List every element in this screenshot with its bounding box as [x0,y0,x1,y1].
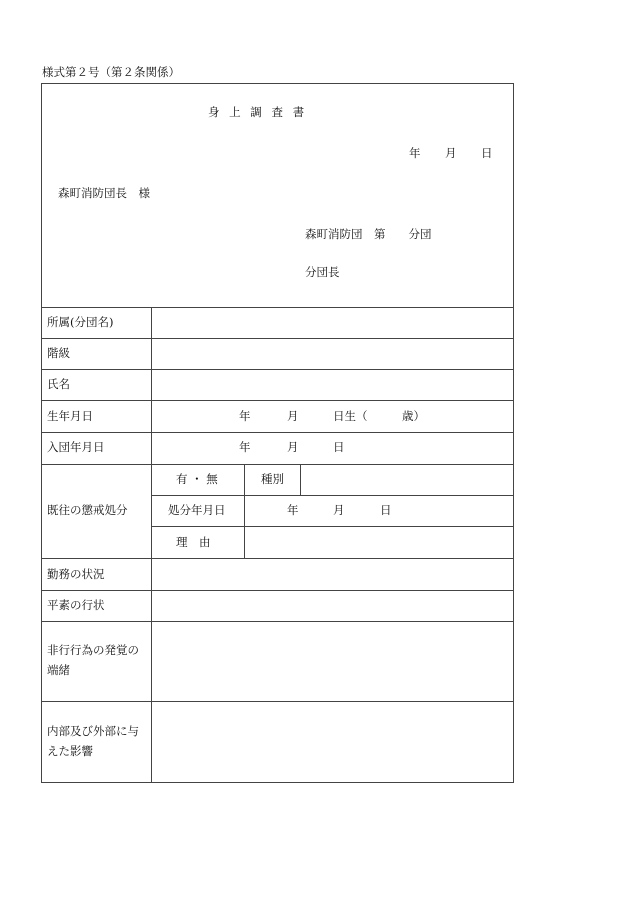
join-date-label: 入団年月日 [47,440,105,454]
date-day-label: 日 [481,146,493,160]
join-date-day: 日 [333,440,345,454]
rank-label: 階級 [47,346,70,360]
row-divider [41,307,514,308]
discipline-type-label: 種別 [261,472,284,486]
form-number: 様式第２号（第２条関係） [42,65,180,79]
birthdate-year: 年 [239,409,251,423]
type-column-divider [300,464,301,496]
discovery-label-line1: 非行行為の発覚の [47,643,139,657]
join-date-month: 月 [287,440,299,454]
join-date-year: 年 [239,440,251,454]
border-left [41,83,42,783]
border-top [41,83,514,84]
row-divider [41,621,514,622]
row-divider [41,590,514,591]
border-bottom [41,782,514,783]
row-divider [41,701,514,702]
affiliation-label: 所属(分団名) [47,315,114,329]
conduct-label: 平素の行状 [47,598,105,612]
impact-label-line1: 内部及び外部に与 [47,724,139,738]
discipline-yes-no: 有 ・ 無 [176,472,218,486]
birthdate-label: 生年月日 [47,409,93,423]
discipline-column-divider [244,464,245,559]
row-divider [151,495,514,496]
row-divider [41,432,514,433]
discovery-label-line2: 端緒 [47,663,70,677]
row-divider [151,526,514,527]
name-label: 氏名 [47,377,70,391]
birthdate-day: 日生（ [333,409,368,423]
birthdate-age: 歳） [402,409,425,423]
discipline-date-month: 月 [333,503,345,517]
discipline-date-label: 処分年月日 [168,503,226,517]
label-column-divider [151,307,152,783]
row-divider [41,400,514,401]
impact-label-line2: えた影響 [47,744,93,758]
row-divider [41,369,514,370]
row-divider [41,338,514,339]
document-title: 身 上 調 査 書 [208,105,308,119]
discipline-date-year: 年 [287,503,299,517]
birthdate-month: 月 [287,409,299,423]
discipline-reason-label: 理 由 [176,535,211,549]
date-year-label: 年 [409,146,421,160]
row-divider [41,464,514,465]
row-divider [41,558,514,559]
sender-org: 森町消防団 第 分団 [305,227,432,241]
addressee: 森町消防団長 様 [58,186,150,200]
sender-title: 分団長 [305,265,340,279]
discipline-label: 既往の懲戒処分 [47,503,128,517]
work-status-label: 勤務の状況 [47,567,105,581]
border-right [513,83,514,783]
date-month-label: 月 [445,146,457,160]
discipline-date-day: 日 [380,503,392,517]
